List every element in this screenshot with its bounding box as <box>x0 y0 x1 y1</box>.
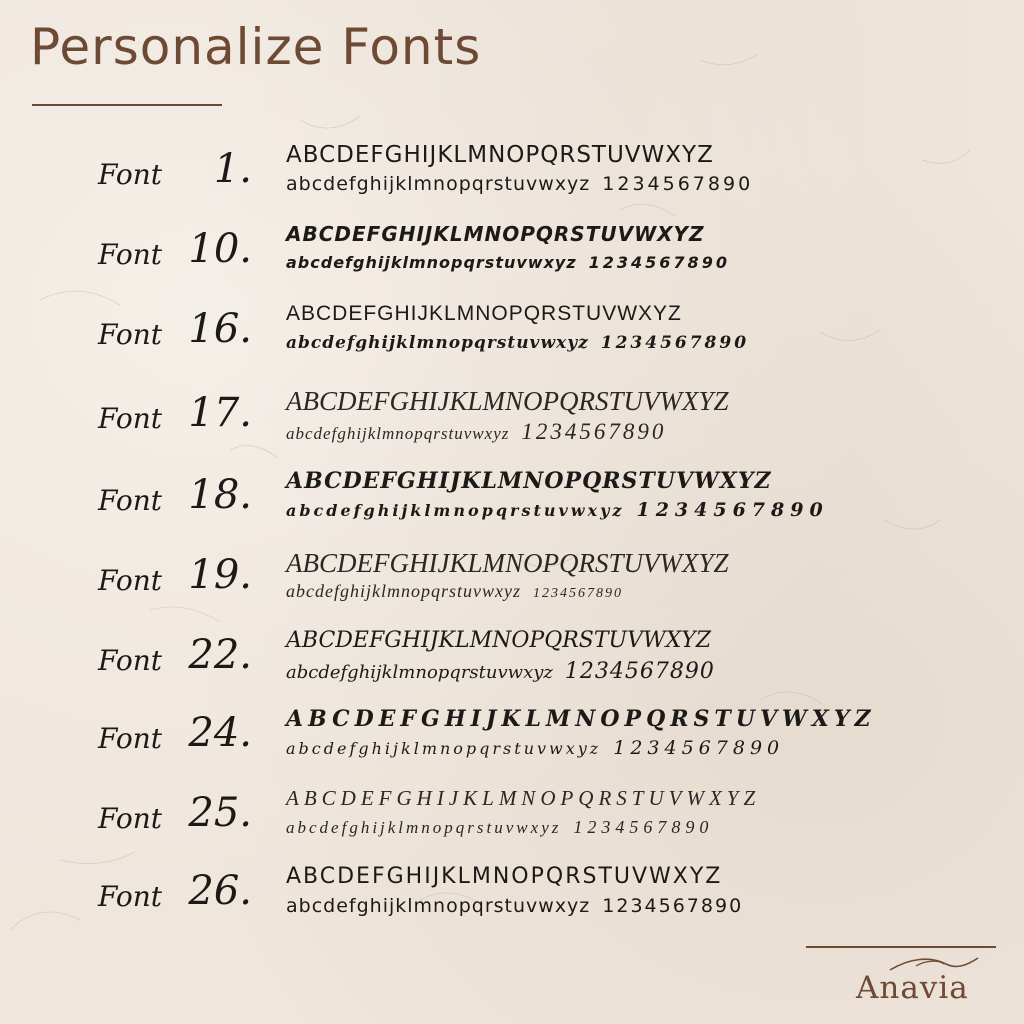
font-row-22 <box>0 626 1024 704</box>
brand-divider <box>806 946 996 948</box>
font-row-1 <box>0 140 1024 218</box>
font-row-17 <box>0 384 1024 462</box>
digits-sample: 1234567890 <box>573 817 714 837</box>
font-label: Font <box>98 802 163 835</box>
font-row-25 <box>0 784 1024 862</box>
digits-sample: 1234567890 <box>521 419 667 444</box>
lowercase-sample <box>286 895 743 917</box>
font-label: Font <box>98 644 163 677</box>
page-title: Personalize Fonts <box>30 18 482 76</box>
lowercase-sample <box>286 173 753 195</box>
font-number: 16. <box>188 306 252 352</box>
font-number: 22. <box>188 632 252 678</box>
lowercase-letters: abcdefghijklmnopqrstuvwxyz <box>286 501 625 520</box>
font-row-24 <box>0 704 1024 782</box>
uppercase-sample: ABCDEFGHIJKLMNOPQRSTUVWXYZ <box>286 786 761 810</box>
uppercase-sample: ABCDEFGHIJKLMNOPQRSTUVWXYZ <box>286 628 712 653</box>
font-number: 19. <box>188 552 252 598</box>
lowercase-letters: abcdefghijklmnopqrstuvwxyz <box>286 424 510 443</box>
uppercase-sample: ABCDEFGHIJKLMNOPQRSTUVWXYZ <box>286 706 876 732</box>
digits-sample: 1234567890 <box>636 499 829 521</box>
font-label: Font <box>98 484 163 517</box>
font-row-10 <box>0 220 1024 298</box>
font-label: Font <box>98 402 163 435</box>
lowercase-letters: abcdefghijklmnopqrstuvwxyz <box>286 739 602 758</box>
uppercase-sample: ABCDEFGHIJKLMNOPQRSTUVWXYZ <box>286 548 729 578</box>
lowercase-sample <box>286 817 713 838</box>
uppercase-sample: ABCDEFGHIJKLMNOPQRSTUVWXYZ <box>286 142 714 168</box>
lowercase-sample <box>286 333 749 353</box>
title-underline <box>32 104 222 106</box>
font-row-26 <box>0 862 1024 940</box>
font-row-16 <box>0 300 1024 378</box>
digits-sample: 1234567890 <box>602 173 754 195</box>
uppercase-sample: ABCDEFGHIJKLMNOPQRSTUVWXYZ <box>286 222 705 246</box>
font-number: 17. <box>188 390 252 436</box>
lowercase-sample <box>286 419 666 445</box>
digits-sample: 1234567890 <box>613 737 785 759</box>
font-row-18 <box>0 466 1024 544</box>
lowercase-sample <box>286 253 730 272</box>
lowercase-letters: abcdefghijklmnopqrstuvwxyz <box>286 895 591 917</box>
digits-sample: 1234567890 <box>588 253 730 272</box>
lowercase-sample <box>286 499 829 521</box>
uppercase-sample: ABCDEFGHIJKLMNOPQRSTUVWXYZ <box>286 302 682 325</box>
font-number: 1. <box>213 146 252 192</box>
digits-sample: 1234567890 <box>600 333 750 353</box>
font-number: 26. <box>188 868 252 914</box>
lowercase-letters: abcdefghijklmnopqrstuvwxyz <box>286 333 589 353</box>
font-label: Font <box>98 880 163 913</box>
font-label: Font <box>98 238 163 271</box>
font-label: Font <box>98 158 163 191</box>
font-row-19 <box>0 546 1024 624</box>
uppercase-sample: ABCDEFGHIJKLMNOPQRSTUVWXYZ <box>286 386 729 416</box>
lowercase-letters: abcdefghijklmnopqrstuvwxyz <box>286 662 553 683</box>
font-label: Font <box>98 564 163 597</box>
font-number: 24. <box>188 710 252 756</box>
lowercase-letters: abcdefghijklmnopqrstuvwxyz <box>286 581 521 601</box>
digits-sample: 1234567890 <box>532 586 623 601</box>
lowercase-letters: abcdefghijklmnopqrstuvwxyz <box>286 818 562 837</box>
font-number: 10. <box>188 226 252 272</box>
digits-sample: 1234567890 <box>602 895 744 917</box>
lowercase-letters: abcdefghijklmnopqrstuvwxyz <box>286 253 577 272</box>
lowercase-sample <box>286 581 623 602</box>
font-label: Font <box>98 722 163 755</box>
font-label: Font <box>98 318 163 351</box>
lowercase-letters: abcdefghijklmnopqrstuvwxyz <box>286 173 591 195</box>
lowercase-sample <box>286 659 715 684</box>
digits-sample: 1234567890 <box>564 659 715 684</box>
uppercase-sample: ABCDEFGHIJKLMNOPQRSTUVWXYZ <box>286 864 723 889</box>
uppercase-sample: ABCDEFGHIJKLMNOPQRSTUVWXYZ <box>286 468 772 494</box>
lowercase-sample <box>286 737 784 759</box>
brand-logo: Anavia <box>856 970 969 1006</box>
font-number: 18. <box>188 472 252 518</box>
font-number: 25. <box>188 790 252 836</box>
